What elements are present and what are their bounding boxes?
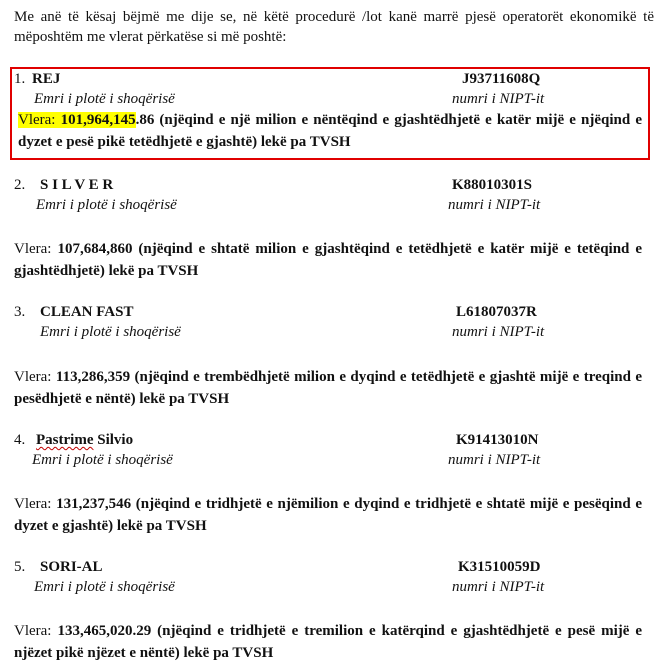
company-name: SORI-AL [40, 559, 103, 575]
value-amount: 107,684,860 [57, 241, 133, 257]
nipt-code: K31510059D [458, 559, 541, 575]
value-amount: 131,237,546 [56, 496, 132, 512]
company-name-caption: Emri i plotë i shoqërisë [34, 579, 175, 595]
entry-number: 4. [14, 432, 26, 448]
bidder-entry-1 [14, 69, 642, 153]
bidder-entry-5 [14, 557, 642, 597]
value-paragraph-2 [14, 238, 642, 282]
value-amount: 133,465,020.29 [57, 623, 152, 639]
value-amount: 113,286,359 [55, 369, 131, 385]
value-paragraph [14, 109, 642, 153]
bidder-entry-3 [14, 302, 642, 342]
company-name-caption: Emri i plotë i shoqërisë [32, 452, 173, 468]
value-paragraph-3 [14, 366, 642, 410]
value-words: (njëqind e shtatë milion e gjashtëqind e tetëdhjetë e katër mijë e tetëqind e gjashtëdhjetë) lekë pa TVSH [14, 241, 642, 279]
value-label: Vlera: [18, 112, 56, 128]
entry-number: 1. [14, 71, 26, 87]
nipt-code: J93711608Q [462, 71, 541, 87]
value-words: (njëqind e një milion e nëntëqind e gjashtëdhjetë e katër mijë e njëqind e dyzet e pesë pikë tetëdhjetë e gjashtë) lekë pa TVSH [18, 112, 642, 150]
company-name-caption: Emri i plotë i shoqërisë [34, 91, 175, 107]
bidder-entry-4 [14, 430, 642, 470]
value-amount-highlighted: 101,964,145 [60, 112, 136, 128]
value-label: Vlera: [14, 369, 52, 385]
nipt-caption: numri i NIPT-it [452, 579, 545, 595]
company-name [36, 430, 133, 450]
value-amount-decimals: .86 [135, 112, 155, 128]
company-name-underlined: Pastrime [36, 432, 94, 448]
company-name: REJ [32, 71, 61, 87]
nipt-code: K91413010N [456, 432, 539, 448]
nipt-caption: numri i NIPT-it [448, 197, 541, 213]
value-paragraph-5 [14, 620, 642, 664]
entry-number: 2. [14, 177, 26, 193]
company-name: S I L V E R [40, 177, 114, 193]
value-paragraph-4 [14, 493, 642, 537]
nipt-caption: numri i NIPT-it [448, 452, 541, 468]
entry-number: 5. [14, 559, 26, 575]
nipt-caption: numri i NIPT-it [452, 91, 545, 107]
bidder-entry-2 [14, 175, 642, 215]
value-label: Vlera: [14, 241, 52, 257]
company-name-caption: Emri i plotë i shoqërisë [36, 197, 177, 213]
value-label: Vlera: [14, 623, 52, 639]
company-name: CLEAN FAST [40, 304, 134, 320]
nipt-caption: numri i NIPT-it [452, 324, 545, 340]
value-words: (njëqind e tridhjetë e njëmilion e dyqind e tridhjetë e shtatë mijë e pesëqind e dyzet e gjashtë) lekë pa TVSH [14, 496, 643, 534]
company-name-rest: Silvio [93, 432, 134, 448]
company-name-caption: Emri i plotë i shoqërisë [40, 324, 181, 340]
nipt-code: L61807037R [456, 304, 537, 320]
nipt-code: K88010301S [452, 177, 533, 193]
value-words: (njëqind e tridhjetë e tremilion e katërqind e gjashtëdhjetë e pesë mijë e njëzet pikë njëzet e nëntë) lekë pa TVSH [14, 623, 643, 661]
value-words: (njëqind e trembëdhjetë milion e dyqind e tetëdhjetë e gjashtë mijë e treqind e pesëdhjetë e nëntë) lekë pa TVSH [14, 369, 643, 407]
value-label: Vlera: [14, 496, 52, 512]
intro-paragraph: Me anë të kësaj bëjmë me dije se, në këtë procedurë /lot kanë marrë pjesë operatorët ekonomikë të mëposhtëm me vlerat përkatëse si më poshtë: [14, 9, 654, 45]
entry-number: 3. [14, 304, 26, 320]
